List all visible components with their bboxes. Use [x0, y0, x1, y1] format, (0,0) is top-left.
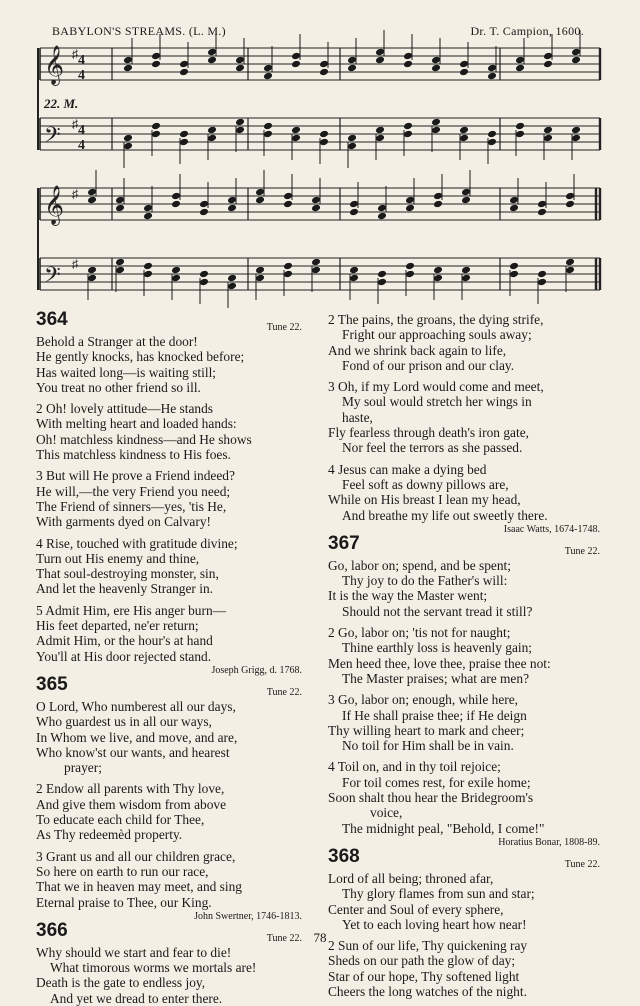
note-head: [199, 200, 209, 209]
note-head: [403, 130, 413, 139]
sharp-icon: ♯: [72, 257, 78, 271]
note-head: [123, 64, 133, 73]
note-head: [115, 204, 125, 213]
note-head: [571, 126, 581, 135]
note-head: [207, 48, 217, 57]
note-head: [199, 208, 209, 217]
hymn-number: 364: [36, 309, 68, 330]
note-head: [487, 130, 497, 139]
note-head: [143, 204, 153, 213]
note-head: [235, 126, 245, 135]
note-head: [227, 196, 237, 205]
verse-line: Lord of all being; throned afar,: [328, 870, 494, 886]
sharp-icon: ♯: [72, 117, 78, 131]
verse-line: 2 Sun of our life, Thy quickening ray: [328, 938, 528, 954]
note-head: [151, 130, 161, 139]
verse-line: The Friend of sinners—yes, 'tis He,: [36, 498, 227, 514]
note-head: [87, 196, 97, 205]
note-head: [87, 266, 97, 275]
note-head: [283, 200, 293, 209]
note-head: [143, 270, 153, 279]
note-head: [347, 142, 357, 151]
note-head: [543, 126, 553, 135]
note-head: [405, 270, 415, 279]
tune-title: BABYLON'S STREAMS. (L. M.): [52, 24, 226, 38]
verse-line: No toil for Him shall be in vain.: [342, 738, 514, 754]
verse-line: 2 Go, labor on; 'tis not for naught;: [328, 625, 511, 641]
note-head: [375, 56, 385, 65]
verse-line: Fly fearless through death's iron gate,: [328, 425, 529, 441]
note-head: [433, 274, 443, 283]
note-head: [405, 204, 415, 213]
verse-line: He will,—the very Friend you need;: [36, 483, 231, 499]
note-head: [171, 274, 181, 283]
hymn-header: [328, 845, 606, 871]
verse-line: So here on earth to run our race,: [36, 863, 209, 879]
hymn-number: 365: [36, 673, 68, 695]
note-head: [461, 274, 471, 283]
note-head: [151, 122, 161, 131]
note-head: [207, 126, 217, 135]
note-head: [377, 204, 387, 213]
verse-line: And we shrink back again to life,: [328, 342, 507, 358]
note-head: [459, 134, 469, 143]
note-head: [509, 262, 519, 271]
note-head: [263, 64, 273, 73]
note-head: [377, 270, 387, 279]
note-head: [291, 134, 301, 143]
note-head: [543, 134, 553, 143]
note-head: [115, 196, 125, 205]
author-attribution: Horatius Bonar, 1808-89.: [498, 836, 600, 848]
note-head: [431, 56, 441, 65]
verse-line: Cheers the long watches of the night.: [328, 983, 527, 999]
hymn: [328, 532, 606, 849]
verse-line: If He shall praise thee; if He deign: [342, 707, 527, 723]
note-head: [235, 56, 245, 65]
verse-line: Death is the gate to endless joy,: [36, 975, 206, 991]
note-head: [431, 118, 441, 127]
left-column: [36, 309, 308, 1006]
note-head: [349, 200, 359, 209]
verse-line: That we in heaven may meet, and sing: [36, 879, 242, 895]
verse-line: Should not the servant tread it still?: [342, 603, 533, 619]
note-head: [143, 212, 153, 221]
note-head: [509, 270, 519, 279]
verse-line: Men heed thee, love thee, praise thee not:: [328, 655, 551, 671]
verse-line: As Thy redeemèd property.: [36, 827, 183, 843]
verse-line: And yet we dread to enter there.: [50, 990, 223, 1006]
verse-line: That soul-destroying monster, sin,: [36, 566, 219, 582]
sharp-icon: ♯: [72, 187, 78, 201]
right-column: [328, 312, 606, 999]
verse-line: 4 Toil on, and in thy toil rejoice;: [328, 759, 501, 775]
note-head: [227, 274, 237, 283]
note-head: [403, 52, 413, 61]
verse-line: And give them wisdom from above: [36, 796, 227, 812]
note-head: [319, 130, 329, 139]
note-head: [87, 188, 97, 197]
note-head: [199, 278, 209, 287]
verse-line: Why should we start and fear to die!: [36, 944, 232, 960]
sharp-icon: ♯: [72, 47, 78, 61]
time-signature: 4: [78, 68, 85, 83]
note-head: [565, 200, 575, 209]
verse-line: With melting heart and loaded hands:: [36, 416, 237, 432]
bass-clef-icon: 𝄢: [44, 123, 61, 153]
note-head: [565, 266, 575, 275]
verse-line: Nor feel the terrors as she passed.: [342, 440, 523, 456]
note-head: [311, 266, 321, 275]
hymn: [328, 845, 606, 999]
note-head: [255, 196, 265, 205]
note-head: [349, 266, 359, 275]
verse-line: Thy glory flames from sun and star;: [342, 886, 535, 902]
verse-line: His feet departed, ne'er return;: [36, 618, 199, 634]
note-head: [349, 274, 359, 283]
author-attribution: Isaac Watts, 1674-1748.: [503, 523, 600, 535]
verse-line: It is the way the Master went;: [328, 588, 488, 604]
verse-line: He gently knocks, has knocked before;: [36, 349, 245, 365]
note-head: [487, 64, 497, 73]
hymn-number: 368: [328, 845, 360, 867]
verse-line: 3 Go, labor on; enough, while here,: [328, 692, 519, 708]
author-attribution: John Swertner, 1746-1813.: [194, 910, 302, 922]
note-head: [171, 266, 181, 275]
verse-line: Who guardest us in all our ways,: [36, 714, 212, 730]
treble-clef-icon: 𝄞: [44, 45, 65, 85]
note-head: [515, 130, 525, 139]
note-head: [227, 282, 237, 291]
verse-line: haste,: [342, 409, 373, 425]
tune-reference: Tune 22.: [266, 322, 302, 333]
note-head: [347, 64, 357, 73]
verse-line: 3 Grant us and all our children grace,: [36, 848, 236, 864]
verse-line: 5 Admit Him, ere His anger burn—: [36, 602, 227, 618]
verse-line: You treat no other friend so ill.: [36, 379, 201, 395]
verse-line: 2 Endow all parents with Thy love,: [36, 781, 225, 797]
verse-line: To educate each child for Thee,: [36, 812, 205, 828]
hymn: [328, 312, 606, 536]
note-head: [179, 60, 189, 69]
note-head: [461, 196, 471, 205]
music-score: [0, 0, 640, 312]
note-head: [509, 196, 519, 205]
verse-line: Behold a Stranger at the door!: [36, 334, 198, 349]
hymn-number: 366: [36, 919, 68, 941]
note-head: [347, 134, 357, 143]
note-head: [515, 122, 525, 131]
note-head: [431, 64, 441, 73]
verse-line: My soul would stretch her wings in: [342, 394, 532, 410]
note-head: [461, 266, 471, 275]
note-head: [375, 126, 385, 135]
verse-line: In Whom we live, and move, and are,: [36, 729, 238, 745]
note-head: [537, 200, 547, 209]
note-head: [377, 278, 387, 287]
note-head: [123, 142, 133, 151]
note-head: [171, 200, 181, 209]
verse-line: The midnight peal, "Behold, I come!": [342, 820, 545, 836]
verse-line: Sheds on our path the glow of day;: [328, 953, 516, 969]
note-head: [227, 204, 237, 213]
page-number: 78: [313, 930, 327, 945]
note-head: [433, 192, 443, 201]
note-head: [347, 56, 357, 65]
note-head: [179, 138, 189, 147]
staves: [38, 45, 600, 293]
note-head: [405, 262, 415, 271]
note-head: [207, 134, 217, 143]
note-head: [487, 138, 497, 147]
note-head: [543, 60, 553, 69]
verse-line: Thy joy to do the Father's will:: [342, 573, 508, 589]
note-head: [515, 64, 525, 73]
note-head: [311, 196, 321, 205]
note-head: [509, 204, 519, 213]
note-head: [459, 126, 469, 135]
note-head: [255, 274, 265, 283]
hymn: [36, 673, 308, 923]
tune-number: 22. M.: [44, 96, 79, 111]
tune-reference: Tune 22.: [564, 858, 600, 870]
note-head: [263, 130, 273, 139]
note-head: [433, 200, 443, 209]
note-head: [571, 134, 581, 143]
verse-line: And breathe my life out sweetly there.: [342, 507, 548, 523]
note-head: [235, 118, 245, 127]
verse-line: prayer;: [64, 760, 102, 776]
treble-clef-icon: 𝄞: [44, 185, 65, 225]
verse-line: 2 The pains, the groans, the dying strife,: [328, 312, 544, 327]
verse-line: Go, labor on; spend, and be spent;: [328, 557, 511, 573]
note-head: [459, 68, 469, 77]
verse-line: Center and Soul of every sphere,: [328, 901, 504, 917]
verse-line: Star of our hope, Thy softened light: [328, 968, 520, 984]
note-head: [565, 192, 575, 201]
note-head: [235, 64, 245, 73]
time-signature: 4: [78, 123, 85, 138]
verse-line: Yet to each loving heart how near!: [342, 916, 527, 932]
hymn-header: [36, 673, 308, 699]
verse-line: 4 Jesus can make a dying bed: [328, 461, 487, 477]
verse-line: 3 Oh, if my Lord would come and meet,: [328, 379, 544, 395]
tune-reference: Tune 22.: [266, 686, 302, 698]
note-head: [403, 60, 413, 69]
tune-reference: Tune 22.: [266, 932, 302, 944]
verse-line: Who know'st our wants, and hearest: [36, 744, 230, 760]
hymn-header: [328, 532, 606, 558]
note-head: [311, 258, 321, 267]
note-head: [123, 56, 133, 65]
note-head: [459, 60, 469, 69]
note-head: [537, 278, 547, 287]
verse-line: This matchless kindness to His foes.: [36, 447, 231, 463]
note-head: [319, 138, 329, 147]
composer: Dr. T. Campion, 1600.: [470, 24, 584, 38]
hymn-number: 367: [328, 532, 360, 554]
note-head: [283, 192, 293, 201]
note-head: [377, 212, 387, 221]
verse-line: What timorous worms we mortals are!: [50, 960, 257, 976]
note-head: [263, 122, 273, 131]
note-head: [151, 60, 161, 69]
verse-line: Thine earthly loss is heavenly gain;: [342, 640, 533, 656]
note-head: [179, 130, 189, 139]
note-head: [571, 48, 581, 57]
verse-line: The Master praises; what are men?: [342, 670, 530, 686]
verse-line: With garments dyed on Calvary!: [36, 514, 211, 530]
note-head: [291, 52, 301, 61]
note-head: [283, 262, 293, 271]
verse-line: Feel soft as downy pillows are,: [342, 476, 509, 492]
verse-line: Turn out His enemy and thine,: [36, 550, 200, 566]
verse-line: voice,: [370, 805, 403, 821]
note-head: [151, 52, 161, 61]
time-signature: 4: [78, 138, 85, 153]
note-head: [311, 204, 321, 213]
verse-line: Fond of our prison and our clay.: [342, 357, 515, 373]
note-head: [403, 122, 413, 131]
verse-line: O Lord, Who numberest all our days,: [36, 698, 236, 714]
tune-reference: Tune 22.: [564, 545, 600, 557]
hymn: [36, 309, 308, 677]
note-head: [123, 134, 133, 143]
note-head: [283, 270, 293, 279]
note-head: [375, 48, 385, 57]
note-head: [87, 274, 97, 283]
verse-line: For toil comes rest, for exile home;: [342, 774, 531, 790]
verse-line: Thy willing heart to mark and cheer;: [328, 722, 525, 738]
note-head: [461, 188, 471, 197]
note-head: [171, 192, 181, 201]
hymn-header: [36, 309, 308, 334]
author-attribution: Joseph Grigg, d. 1768.: [211, 664, 302, 676]
note-head: [291, 60, 301, 69]
verse-line: Has waited long—is waiting still;: [36, 364, 217, 380]
note-head: [207, 56, 217, 65]
note-head: [565, 258, 575, 267]
verse-line: Admit Him, or the hour's at hand: [36, 633, 213, 649]
note-head: [375, 134, 385, 143]
verse-line: While on His breast I lean my head,: [328, 492, 521, 508]
note-head: [405, 196, 415, 205]
note-head: [199, 270, 209, 279]
note-head: [543, 52, 553, 61]
note-head: [537, 270, 547, 279]
note-head: [433, 266, 443, 275]
verse-line: 2 Oh! lovely attitude—He stands: [36, 401, 214, 417]
verse-line: You'll at His door rejected stand.: [36, 648, 212, 664]
note-head: [487, 72, 497, 81]
note-head: [515, 56, 525, 65]
verse-line: Soon shalt thou hear the Bridegroom's: [328, 790, 534, 806]
verse-line: Fright our approaching souls away;: [342, 327, 532, 343]
verse-line: 3 But will He prove a Friend indeed?: [36, 468, 235, 484]
note-head: [537, 208, 547, 217]
note-head: [571, 56, 581, 65]
note-head: [291, 126, 301, 135]
note-head: [263, 72, 273, 81]
note-head: [431, 126, 441, 135]
verse-line: 4 Rise, touched with gratitude divine;: [36, 535, 238, 551]
note-head: [179, 68, 189, 77]
note-head: [115, 258, 125, 267]
bass-clef-icon: 𝄢: [44, 263, 61, 293]
verse-line: And let the heavenly Stranger in.: [36, 581, 214, 597]
verse-line: Eternal praise to Thee, our King.: [36, 894, 212, 910]
time-signature: 4: [78, 53, 85, 68]
note-head: [319, 60, 329, 69]
note-head: [143, 262, 153, 271]
note-head: [349, 208, 359, 217]
note-head: [255, 188, 265, 197]
note-head: [115, 266, 125, 275]
verse-line: Oh! matchless kindness—and He shows: [36, 431, 252, 447]
note-head: [255, 266, 265, 275]
note-head: [319, 68, 329, 77]
